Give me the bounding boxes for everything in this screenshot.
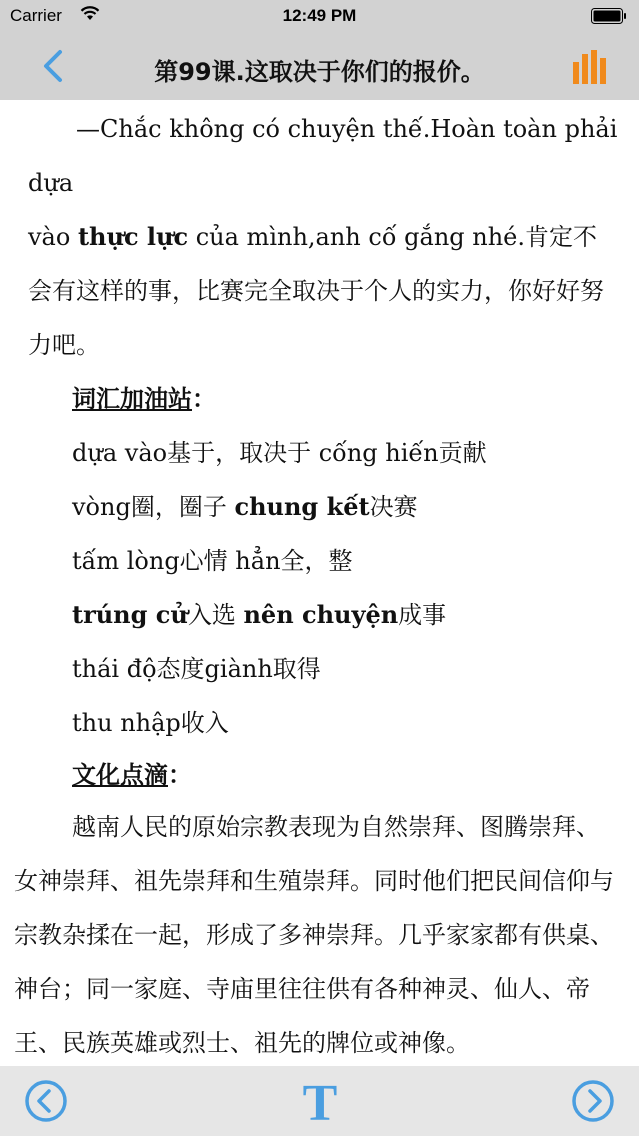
back-chevron-icon[interactable]: [36, 48, 72, 84]
vocab-text: 决赛: [369, 493, 418, 521]
paragraph-text-post: của mình,anh cố gắng nhé.肯定不会有这样的事，比赛完全取决于个人的实力，你好好努力吧。: [28, 223, 604, 359]
vocab-line: [14, 480, 619, 534]
paragraph-bold-term: thực lực: [77, 222, 189, 251]
vocab-line: tấm lòng心情 hẳn全，整: [72, 547, 353, 575]
vocab-heading-colon: ：: [192, 384, 216, 413]
previous-circle-icon[interactable]: [24, 1079, 68, 1123]
vocab-bold-term: nên chuyện: [243, 600, 399, 629]
vocab-line: dựa vào基于，取决于 cống hiến贡献: [72, 439, 487, 467]
bar-chart-icon[interactable]: [571, 48, 611, 86]
culture-paragraph: 越南人民的原始宗教表现为自然崇拜、图腾崇拜、女神崇拜、祖先崇拜和生殖崇拜。同时他们把民间信仰与宗教杂揉在一起，形成了多神崇拜。几乎家家都有供桌、神台；同一家庭、寺庙里往往供有各种神灵、仙人、帝王、民族英雄或烈士、祖先的牌位或神像。: [14, 813, 614, 1057]
lesson-content: [0, 100, 639, 1066]
culture-heading-text: 文化点滴: [72, 760, 168, 789]
culture-heading: [14, 750, 619, 800]
carrier-label: Carrier: [10, 6, 62, 25]
font-size-icon[interactable]: [300, 1074, 340, 1128]
paragraph-first-line: —Chắc không có chuyện thế.Hoàn toàn phải dựa: [28, 115, 618, 197]
vocab-line: thu nhập收入: [72, 709, 229, 737]
vocab-bold-term: chung kết: [234, 492, 370, 521]
vocab-line: thái độ态度giành取得: [72, 655, 321, 683]
vocab-heading: [14, 372, 619, 426]
vocab-text: vòng圈，圈子: [72, 493, 235, 521]
next-circle-icon[interactable]: [571, 1079, 615, 1123]
culture-heading-colon: ：: [168, 760, 192, 789]
clock: 12:49 PM: [282, 6, 357, 25]
status-bar: [0, 0, 639, 34]
lesson-title: 第99课.这取决于你们的报价。: [154, 58, 485, 86]
vocab-line: [14, 588, 619, 642]
paragraph-dialogue: [14, 100, 619, 372]
bottom-toolbar: [0, 1066, 639, 1136]
battery-icon: [591, 8, 627, 24]
nav-bar: [0, 34, 639, 100]
vocab-text: 入选: [187, 601, 244, 629]
vocab-text: 成事: [398, 601, 447, 629]
vocab-heading-text: 词汇加油站: [72, 384, 192, 413]
font-size-label: T: [302, 1075, 338, 1128]
paragraph-text-pre: vào: [28, 223, 78, 251]
vocab-bold-term: trúng cử: [72, 600, 188, 629]
